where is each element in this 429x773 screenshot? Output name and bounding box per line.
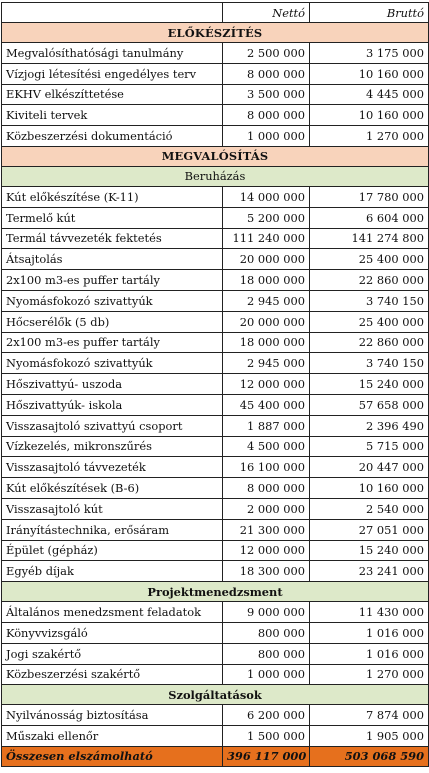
item-name: Megvalósíthatósági tanulmány	[2, 43, 223, 64]
table-row	[2, 726, 429, 747]
item-name: EKHV elkészíttetése	[2, 84, 223, 105]
total-net: 396 117 000	[223, 746, 310, 766]
table-row	[2, 270, 429, 291]
section-header	[2, 146, 429, 166]
item-name: Visszasajtoló távvezeték	[2, 457, 223, 478]
item-net: 12 000 000	[223, 540, 310, 561]
item-gross: 2 540 000	[310, 498, 429, 519]
item-gross: 57 658 000	[310, 394, 429, 415]
item-name: Általános menedzsment feladatok	[2, 602, 223, 623]
table-row	[2, 664, 429, 685]
item-gross: 5 715 000	[310, 436, 429, 457]
item-net: 6 200 000	[223, 705, 310, 726]
item-net: 800 000	[223, 622, 310, 643]
item-net: 45 400 000	[223, 394, 310, 415]
item-net: 18 000 000	[223, 332, 310, 353]
item-gross: 10 160 000	[310, 478, 429, 499]
budget-table	[1, 2, 429, 767]
item-gross: 1 270 000	[310, 126, 429, 147]
item-name: Műszaki ellenőr	[2, 726, 223, 747]
item-name: Kút előkészítése (K-11)	[2, 186, 223, 207]
subsection-header	[2, 582, 429, 602]
section-title: MEGVALÓSÍTÁS	[2, 146, 429, 166]
item-name: Vízkezelés, mikronszűrés	[2, 436, 223, 457]
item-name: Nyomásfokozó szivattyúk	[2, 353, 223, 374]
item-gross: 15 240 000	[310, 540, 429, 561]
item-name: Közbeszerzési szakértő	[2, 664, 223, 685]
item-net: 4 500 000	[223, 436, 310, 457]
item-name: Irányítástechnika, erősáram	[2, 519, 223, 540]
header-blank-cell	[2, 3, 223, 23]
table-row	[2, 311, 429, 332]
item-gross: 3 175 000	[310, 43, 429, 64]
table-row	[2, 643, 429, 664]
item-gross: 4 445 000	[310, 84, 429, 105]
table-row	[2, 84, 429, 105]
item-net: 1 000 000	[223, 664, 310, 685]
table-row	[2, 478, 429, 499]
item-gross: 22 860 000	[310, 270, 429, 291]
item-net: 20 000 000	[223, 311, 310, 332]
item-name: Hőcserélők (5 db)	[2, 311, 223, 332]
budget-table-body	[2, 3, 429, 767]
table-row	[2, 105, 429, 126]
header-gross: Bruttó	[310, 3, 429, 23]
table-row	[2, 290, 429, 311]
item-name: Hőszivattyú- uszoda	[2, 374, 223, 395]
item-net: 1 887 000	[223, 415, 310, 436]
item-name: Könyvvizsgáló	[2, 622, 223, 643]
item-name: Nyomásfokozó szivattyúk	[2, 290, 223, 311]
item-net: 2 945 000	[223, 353, 310, 374]
item-gross: 10 160 000	[310, 63, 429, 84]
item-name: Termál távvezeték fektetés	[2, 228, 223, 249]
item-net: 9 000 000	[223, 602, 310, 623]
item-gross: 22 860 000	[310, 332, 429, 353]
item-name: Kiviteli tervek	[2, 105, 223, 126]
item-net: 14 000 000	[223, 186, 310, 207]
item-name: Egyéb díjak	[2, 561, 223, 582]
item-gross: 20 447 000	[310, 457, 429, 478]
item-name: 2x100 m3-es puffer tartály	[2, 270, 223, 291]
subsection-title: Beruházás	[2, 166, 429, 186]
item-net: 1 000 000	[223, 126, 310, 147]
subsection-title: Szolgáltatások	[2, 685, 429, 705]
item-net: 12 000 000	[223, 374, 310, 395]
item-net: 2 500 000	[223, 43, 310, 64]
table-row	[2, 353, 429, 374]
table-row	[2, 207, 429, 228]
table-row	[2, 561, 429, 582]
table-row	[2, 705, 429, 726]
item-name: Nyilvánosság biztosítása	[2, 705, 223, 726]
table-row	[2, 63, 429, 84]
item-gross: 1 270 000	[310, 664, 429, 685]
item-name: Visszasajtoló kút	[2, 498, 223, 519]
table-row	[2, 498, 429, 519]
item-name: Épület (gépház)	[2, 540, 223, 561]
header-row	[2, 3, 429, 23]
item-name: Kút előkészítések (B-6)	[2, 478, 223, 499]
item-gross: 6 604 000	[310, 207, 429, 228]
item-net: 3 500 000	[223, 84, 310, 105]
item-gross: 141 274 800	[310, 228, 429, 249]
section-title: ELŐKÉSZÍTÉS	[2, 23, 429, 43]
table-row	[2, 43, 429, 64]
item-gross: 7 874 000	[310, 705, 429, 726]
item-net: 1 500 000	[223, 726, 310, 747]
item-net: 16 100 000	[223, 457, 310, 478]
item-net: 5 200 000	[223, 207, 310, 228]
total-row	[2, 746, 429, 766]
item-net: 2 000 000	[223, 498, 310, 519]
item-net: 111 240 000	[223, 228, 310, 249]
item-name: Átsajtolás	[2, 249, 223, 270]
table-row	[2, 602, 429, 623]
subsection-header	[2, 685, 429, 705]
subsection-header	[2, 166, 429, 186]
table-row	[2, 394, 429, 415]
item-gross: 1 905 000	[310, 726, 429, 747]
table-row	[2, 540, 429, 561]
table-row	[2, 374, 429, 395]
item-net: 18 000 000	[223, 270, 310, 291]
item-gross: 3 740 150	[310, 353, 429, 374]
table-row	[2, 186, 429, 207]
item-gross: 11 430 000	[310, 602, 429, 623]
total-label: Összesen elszámolható	[2, 746, 223, 766]
table-row	[2, 519, 429, 540]
item-net: 8 000 000	[223, 478, 310, 499]
item-gross: 25 400 000	[310, 249, 429, 270]
item-net: 20 000 000	[223, 249, 310, 270]
table-row	[2, 622, 429, 643]
table-row	[2, 332, 429, 353]
item-net: 8 000 000	[223, 105, 310, 126]
subsection-title: Projektmenedzsment	[2, 582, 429, 602]
item-net: 2 945 000	[223, 290, 310, 311]
item-name: Visszasajtoló szivattyú csoport	[2, 415, 223, 436]
table-row	[2, 436, 429, 457]
item-gross: 27 051 000	[310, 519, 429, 540]
item-net: 8 000 000	[223, 63, 310, 84]
table-row	[2, 126, 429, 147]
item-gross: 10 160 000	[310, 105, 429, 126]
item-name: 2x100 m3-es puffer tartály	[2, 332, 223, 353]
table-row	[2, 249, 429, 270]
item-gross: 2 396 490	[310, 415, 429, 436]
item-gross: 23 241 000	[310, 561, 429, 582]
item-gross: 1 016 000	[310, 643, 429, 664]
item-net: 21 300 000	[223, 519, 310, 540]
item-name: Hőszivattyúk- iskola	[2, 394, 223, 415]
item-gross: 25 400 000	[310, 311, 429, 332]
item-name: Jogi szakértő	[2, 643, 223, 664]
table-row	[2, 228, 429, 249]
total-gross: 503 068 590	[310, 746, 429, 766]
table-row	[2, 415, 429, 436]
item-name: Vízjogi létesítési engedélyes terv	[2, 63, 223, 84]
header-net: Nettó	[223, 3, 310, 23]
item-gross: 1 016 000	[310, 622, 429, 643]
item-gross: 3 740 150	[310, 290, 429, 311]
item-gross: 15 240 000	[310, 374, 429, 395]
item-net: 800 000	[223, 643, 310, 664]
item-net: 18 300 000	[223, 561, 310, 582]
item-name: Termelő kút	[2, 207, 223, 228]
table-row	[2, 457, 429, 478]
item-name: Közbeszerzési dokumentáció	[2, 126, 223, 147]
item-gross: 17 780 000	[310, 186, 429, 207]
section-header	[2, 23, 429, 43]
